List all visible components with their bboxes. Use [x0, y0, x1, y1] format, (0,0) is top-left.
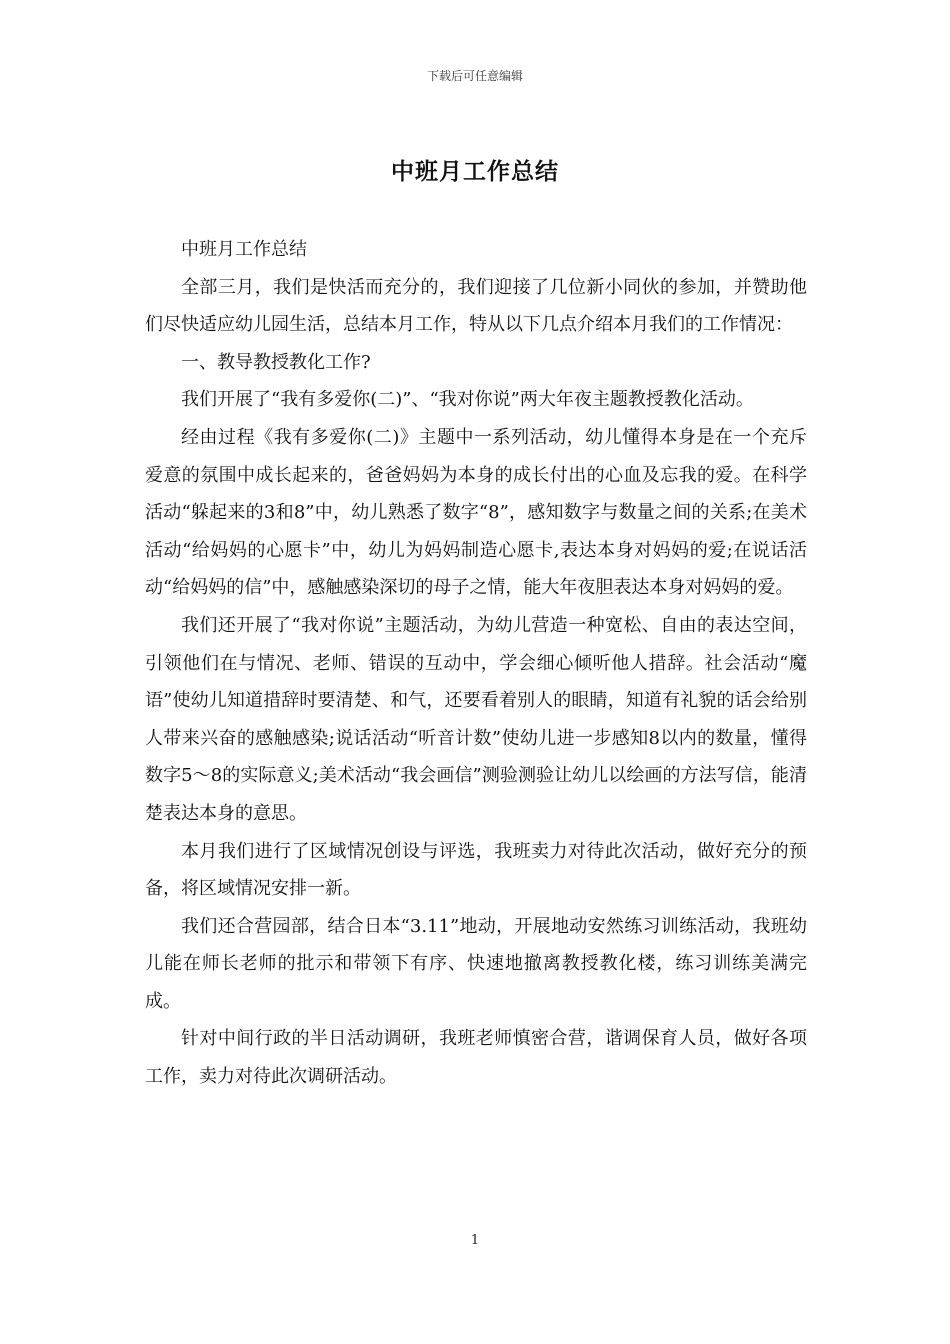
paragraph-subtitle: 中班月工作总结: [181, 239, 307, 260]
paragraph: 经由过程《我有多爱你(二)》主题中一系列活动，幼儿懂得本身是在一个充斥爱意的氛围中成长起来的，爸爸妈妈为本身的成长付出的心血及忘我的爱。在科学活动“躲起来的3和8”中，幼儿熟悉了数字“8”，感知数字与数量之间的关系;在美术活动“给妈妈的心愿卡”中，幼儿为妈妈制造心愿卡,表达本身对妈妈的爱;在说话活动“给妈妈的信”中，感触感染深切的母子之情，能大年夜胆表达本身对妈妈的爱。: [145, 426, 807, 599]
header-note: 下载后可任意编辑: [426, 69, 523, 83]
paragraph-intro: 全部三月，我们是快活而充分的，我们迎接了几位新小同伙的参加，并赞助他们尽快适应幼儿园生活，总结本月工作，特从以下几点介绍本月我们的工作情况：: [145, 276, 807, 336]
section-heading: 一、教导教授教化工作?: [181, 351, 371, 373]
paragraph: 我们开展了“我有多爱你(二)”、“我对你说”两大年夜主题教授教化活动。: [181, 389, 754, 411]
paragraph: 本月我们进行了区域情况创设与评选，我班卖力对待此次活动，做好充分的预备，将区域情况安排一新。: [145, 840, 807, 900]
paragraph: 我们还合营园部，结合日本“3.11”地动，开展地动安然练习训练活动，我班幼儿能在师长老师的批示和带领下有序、快速地撤离教授教化楼，练习训练美满完成。: [145, 915, 807, 1012]
page-number: 1: [470, 1233, 480, 1248]
paragraph: 针对中间行政的半日活动调研，我班老师慎密合营，谐调保育人员，做好各项工作，卖力对待此次调研活动。: [145, 1028, 807, 1088]
document-title: 中班月工作总结: [391, 158, 559, 185]
document-body: [145, 231, 807, 1096]
paragraph: 我们还开展了“我对你说”主题活动，为幼儿营造一种宽松、自由的表达空间，引领他们在与情况、老师、错误的互动中，学会细心倾听他人措辞。社会活动“魔语”使幼儿知道措辞时要清楚、和气，还要看着别人的眼睛，知道有礼貌的话会给别人带来兴奋的感触感染;说话活动“听音计数”使幼儿进一步感知8以内的数量，懂得数字5～8的实际意义;美术活动“我会画信”测验测验让幼儿以绘画的方法写信，能清楚表达本身的意思。: [145, 614, 807, 824]
